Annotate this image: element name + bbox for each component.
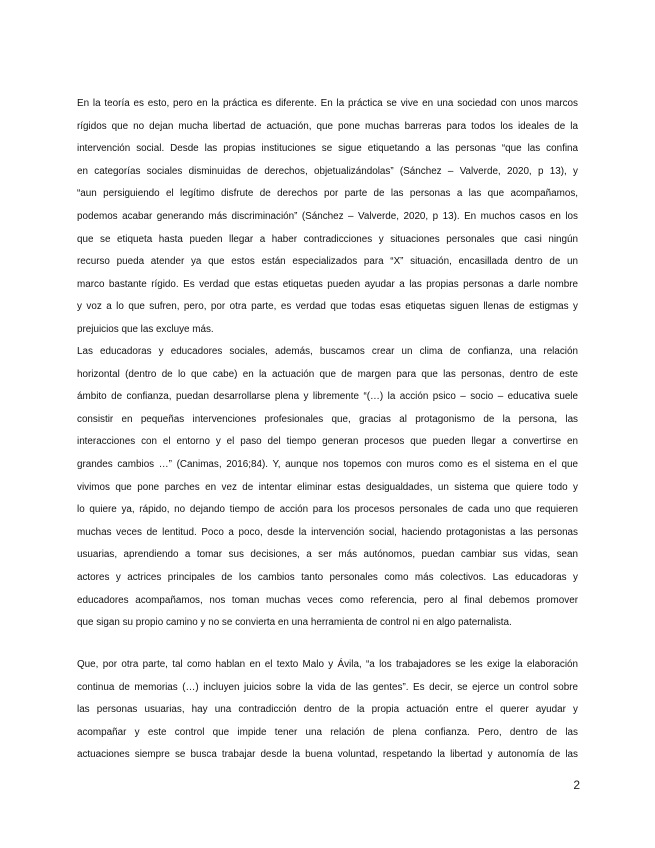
paragraph-line: educadores acompañamos, nos toman muchas veces como referencia, pero al final debemos promover bbox=[77, 594, 578, 606]
paragraph-line: Las educadoras y educadores sociales, además, buscamos crear un clima de confianza, una relación bbox=[77, 346, 578, 357]
paragraph-line: usuarias, aprendiendo a tomar sus decisiones, a ser más autónomos, puedan cambiar sus vidas, sean bbox=[77, 549, 578, 561]
paragraph-line: vivimos que pone parches en vez de intentar eliminar estas desigualdades, un sistema que quiere todo y bbox=[77, 481, 578, 493]
paragraph-line: actuaciones siempre se busca trabajar desde la buena voluntad, respetando la libertad y autonomía de las bbox=[77, 749, 578, 761]
paragraph-line: en categorías sociales disminuidas de derechos, objetualizándolas” (Sánchez – Valverde, 2020, p 13), y bbox=[77, 165, 578, 177]
paragraph-line: grandes cambios …” (Canimas, 2016;84). Y, aunque nos topemos con muros como es el sistema en el que bbox=[77, 458, 578, 470]
paragraph-line: horizontal (dentro de lo que cabe) en la actuación que de margen para que las personas, dentro de este bbox=[77, 368, 578, 380]
paragraph-trust-relationship bbox=[77, 341, 578, 635]
paragraph-line: continua de memorias (…) incluyen juicios sobre la vida de las gentes”. Es decir, se ejerce un control sobre bbox=[77, 681, 578, 693]
paragraph-line: marco bastante rígido. Es verdad que estas etiquetas pueden ayudar a las propias personas a darle nombre bbox=[77, 278, 578, 290]
paragraph-control-contradiction bbox=[77, 654, 578, 767]
paragraph-line: actores y actrices principales de los cambios tanto personales como más colectivos. Las educadoras y bbox=[77, 571, 578, 583]
paragraph-line: En la teoría es esto, pero en la práctica es diferente. En la práctica se vive en una sociedad con unos marcos bbox=[77, 98, 578, 109]
paragraph-line: intervención social. Desde las propias instituciones se sigue etiquetando a las personas “que las confina bbox=[77, 143, 578, 155]
paragraph-line: rígidos que no dejan mucha libertad de actuación, que pone muchas barreras para todos los ideales de la bbox=[77, 120, 578, 132]
paragraph-line: prejuicios que las excluye más. bbox=[77, 323, 214, 335]
paragraph-line: recurso pueda atender ya que estos están especializados para “X” situación, encasillada dentro de un bbox=[77, 256, 578, 268]
paragraph-line: que se etiqueta hasta pueden llegar a haber contradicciones y situaciones personales que casi ningún bbox=[77, 233, 578, 245]
paragraph-line: muchas veces de lentitud. Poco a poco, desde la intervención social, haciendo protagonistas a las personas bbox=[77, 526, 578, 538]
paragraph-line: las personas usuarias, hay una contradicción dentro de la propia actuación entre el querer ayudar y bbox=[77, 704, 578, 716]
paragraph-line: que sigan su propio camino y no se convierta en una herramienta de control ni en algo paternalista. bbox=[77, 617, 512, 629]
paragraph-line: Que, por otra parte, tal como hablan en el texto Malo y Ávila, “a los trabajadores se les exige la elaboración bbox=[77, 659, 578, 670]
paragraph-line: interacciones con el entorno y el paso del tiempo generan procesos que pueden llegar a convertirse en bbox=[77, 436, 578, 448]
paragraph-line: y voz a lo que sufren, pero, por otra parte, es verdad que todas esas etiquetas siguen llenas de estigmas y bbox=[77, 301, 578, 313]
paragraph-line: ámbito de confianza, puedan desarrollarse plena y libremente “(…) la acción psico – socio – educativa suele bbox=[77, 391, 578, 403]
paragraph-line: acompañar y este control que impide tener una relación de plena confianza. Pero, dentro de las bbox=[77, 726, 578, 738]
paragraph-line: lo quiere ya, rápido, no dejando tiempo de acción para los procesos personales de cada uno que requieren bbox=[77, 504, 578, 516]
paragraph-line: consistir en pequeñas intervenciones profesionales que, gracias al protagonismo de la persona, las bbox=[77, 413, 578, 425]
paragraph-labels-and-institutions bbox=[77, 93, 578, 342]
paragraph-line: “aun persiguiendo el legítimo disfrute de derechos por parte de las personas a las que acompañamos, bbox=[77, 188, 578, 200]
paragraph-line: podemos acabar generando más discriminación” (Sánchez – Valverde, 2020, p 13). En muchos casos en los bbox=[77, 210, 578, 222]
page-number: 2 bbox=[573, 778, 580, 792]
